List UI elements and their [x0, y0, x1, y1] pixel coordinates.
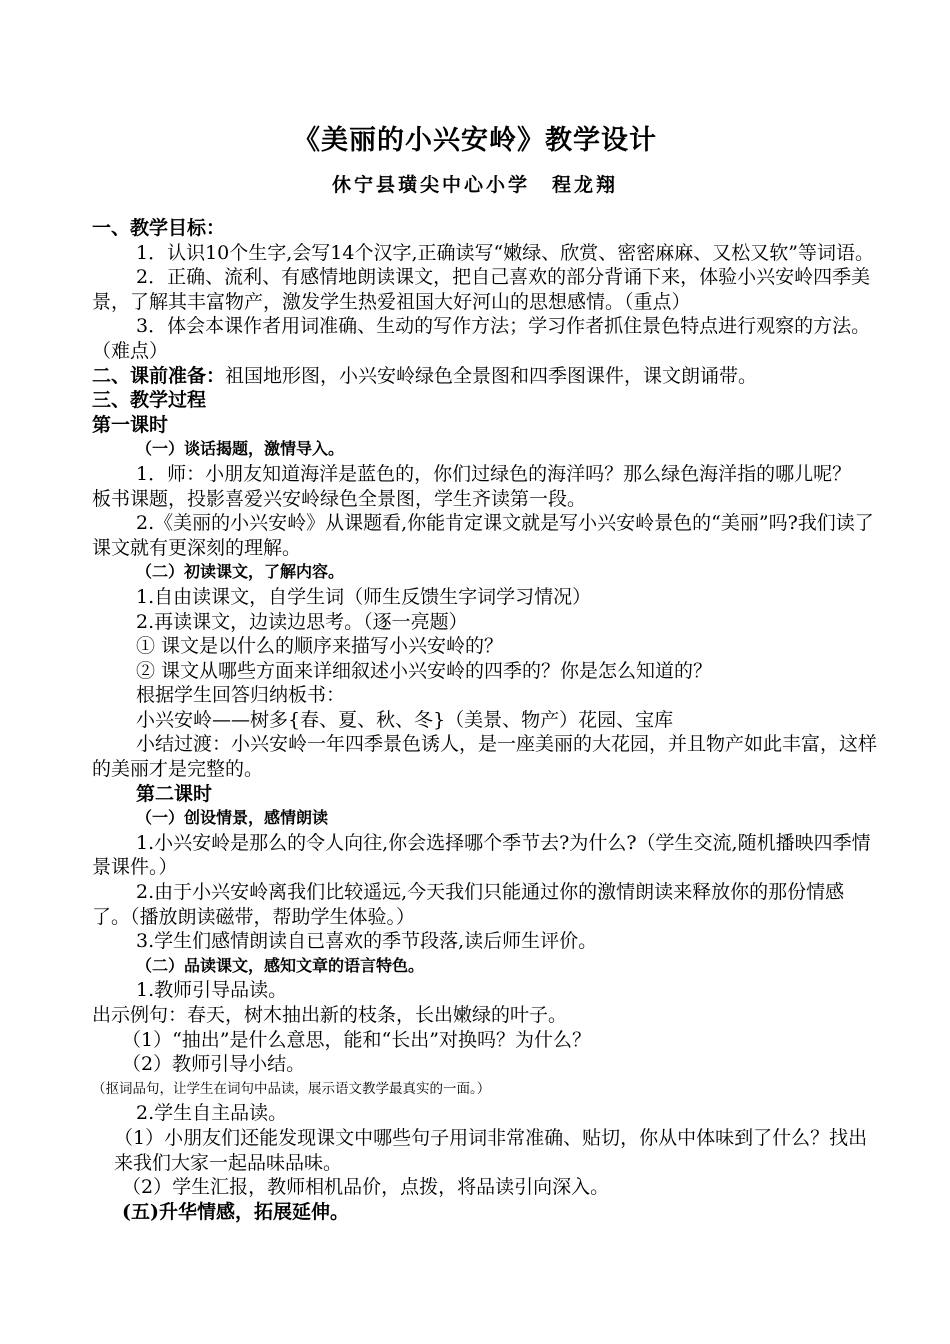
l1-part2-question2: ② 课文从哪些方面来详细叙述小兴安岭的四季的？你是怎么知道的？ [136, 659, 713, 682]
author-line: 休宁县璜尖中心小学 程龙翔 [331, 174, 618, 196]
section-heading-prep: 二、课前准备： [92, 364, 226, 387]
section-prep [92, 364, 882, 389]
l1-part2-question1: ① 课文是以什么的顺序来描写小兴安岭的？ [136, 635, 504, 658]
l1-part2-board-intro: 根据学生回答归纳板书： [136, 684, 346, 707]
l1-part1-item1: 1．师：小朋友知道海洋是蓝色的，你们过绿色的海洋吗？那么绿色海洋指的哪儿呢？ [136, 462, 852, 485]
l1-part1-item2: 2.《美丽的小兴安岭》从课题看,你能肯定课文就是写小兴安岭景色的“美丽”吗?我们读了课文就有更深刻的理解。 [92, 512, 874, 559]
l1-part1-board: 板书课题，投影喜爱兴安岭绿色全景图，学生齐读第一段。 [92, 487, 587, 510]
l1-part2-item2: 2.再读课文，边读边思考。（逐一亮题） [136, 610, 468, 633]
l2-part1-item2: 2.由于小兴安岭离我们比较遥远,今天我们只能通过你的激情朗读来释放你的那份情感了。（播放朗读磁带，帮助学生体验。） [92, 881, 845, 928]
l2-part5-heading: (五)升华情感，拓展延伸。 [122, 1200, 349, 1223]
goal-3: 3．体会本课作者用词准确、生动的写作方法；学习作者抓住景色特点进行观察的方法。（难点） [92, 315, 871, 362]
document-title: 《美丽的小兴安岭》教学设计 [293, 125, 657, 156]
l1-part2-heading: （二）初读课文，了解内容。 [136, 562, 345, 582]
l2-part1-item1: 1.小兴安岭是那么的令人向往,你会选择哪个季节去?为什么?（学生交流,随机播映四季情景课件。） [92, 831, 871, 879]
l1-part2-board: 小兴安岭——树多{春、夏、秋、冬}（美景、物产）花园、宝库 [136, 708, 674, 731]
lesson-1-heading: 第一课时 [92, 413, 169, 436]
section-heading-process: 三、教学过程 [92, 389, 207, 412]
l2-part2-item1: 1.教师引导品读。 [136, 979, 288, 1002]
l1-part1-heading: （一）谈话揭题，激情导入。 [136, 439, 345, 459]
prep-text: 祖国地形图，小兴安岭绿色全景图和四季图课件，课文朗诵带。 [225, 364, 758, 387]
l2-part2-sub2: （2）学生汇报，教师相机品价，点拨，将品读引向深入。 [122, 1176, 610, 1199]
lesson-2-heading: 第二课时 [136, 782, 213, 805]
l2-part2-question2: （2）教师引导小结。 [122, 1053, 306, 1076]
document-body [92, 216, 882, 1224]
section-heading-goals: 一、教学目标： [92, 217, 226, 239]
l2-part2-note: （抠词品句，让学生在词句中品读，展示语文教学最真实的一面。） [92, 1080, 491, 1097]
l2-part2-sub1: （1）小朋友们还能发现课文中哪些句子用词非常准确、贴切，你从中体味到了什么？找出来我们大家一起品味品味。 [114, 1126, 868, 1174]
l2-part2-heading: （二）品读课文，感知文章的语言特色。 [136, 955, 425, 975]
l2-part2-item2: 2.学生自主品读。 [136, 1102, 288, 1125]
goal-2: 2．正确、流利、有感情地朗读课文，把自己喜欢的部分背诵下来，体验小兴安岭四季美景，了解其丰富物产，激发学生热爱祖国大好河山的思想感情。（重点） [92, 266, 871, 313]
l2-part1-item3: 3.学生们感情朗读自已喜欢的季节段落,读后师生评价。 [136, 930, 598, 953]
l1-part2-summary: 小结过渡：小兴安岭一年四季景色诱人，是一座美丽的大花园，并且物产如此丰富，这样的美丽才是完整的。 [92, 733, 878, 781]
l2-part1-heading: （一）创设情景，感情朗读 [136, 808, 329, 828]
l1-part2-item1: 1.自由读课文，自学生词（师生反馈生字词学习情况） [136, 585, 592, 608]
l2-part2-example: 出示例句：春天，树木抽出新的枝条，长出嫩绿的叶子。 [92, 1004, 568, 1026]
goal-1: 1．认识10个生字,会写14个汉字,正确读写“嫩绿、欣赏、密密麻麻、又松又软”等词语。 [136, 241, 874, 264]
l2-part2-question1: （1）“抽出”是什么意思，能和“长出”对换吗？为什么？ [122, 1028, 591, 1051]
